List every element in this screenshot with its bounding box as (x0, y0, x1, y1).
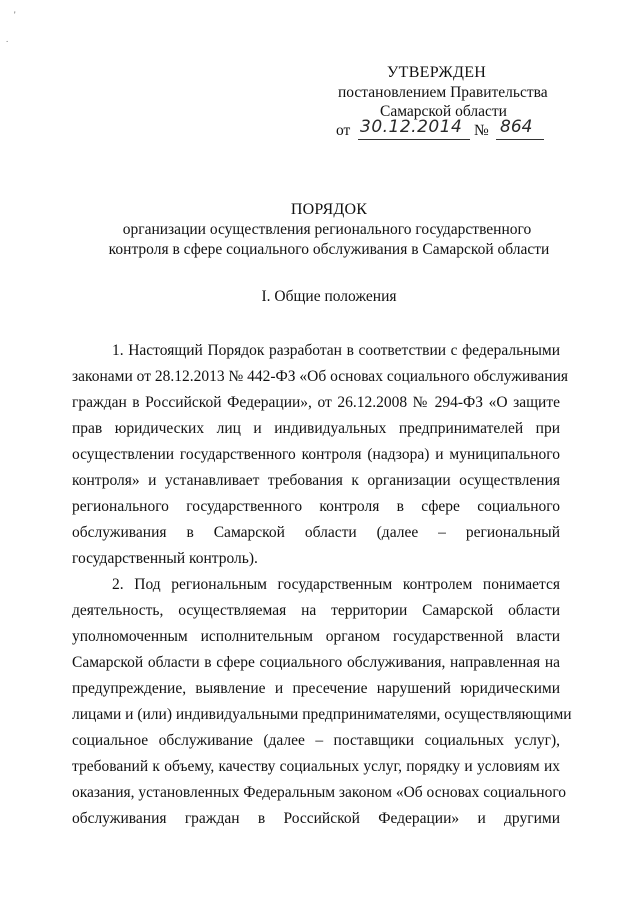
paragraph-line: контроля» и устанавливает требования к организации осуществления (72, 472, 560, 489)
document-title: ПОРЯДОК (290, 201, 368, 218)
paragraph-line: оказания, установленных Федеральным законом «Об основах социального (72, 784, 567, 801)
date-underline (358, 139, 470, 140)
margin-mark: . (6, 34, 9, 44)
paragraph-line: законами от 28.12.2013 № 442-ФЗ «Об основах социального обслуживания (72, 368, 569, 385)
paragraph-line: государственный контроль). (72, 550, 258, 567)
handwritten-number: 864 (500, 117, 533, 137)
paragraph-line: требований к объему, качеству социальных услуг, порядку и условиям их (72, 758, 560, 775)
paragraph-line: 1. Настоящий Порядок разработан в соответствии с федеральными (112, 342, 560, 359)
paragraph-line: обслуживания граждан в Российской Федерации» и другими (72, 810, 560, 827)
document-subtitle: организации осуществления регионального государственного (122, 221, 532, 238)
paragraph-line: прав юридических лиц и индивидуальных предпринимателей при (72, 420, 560, 437)
section-heading: I. Общие положения (261, 288, 397, 305)
paragraph-line: социальное обслуживание (далее – поставщики социальных услуг), (72, 732, 560, 749)
approval-title: УТВЕРЖДЕН (387, 64, 487, 81)
paragraph-line: предупреждение, выявление и пресечение нарушений юридическими (72, 680, 560, 697)
paragraph-line: 2. Под региональным государственным контролем понимается (112, 576, 560, 593)
paragraph-line: уполномоченным исполнительным органом государственной власти (72, 628, 560, 645)
paragraph-line: Самарской области в сфере социального обслуживания, направленная на (72, 654, 560, 671)
number-underline (496, 139, 544, 140)
paragraph-line: регионального государственного контроля в сфере социального (72, 498, 560, 515)
approval-line: Самарской области (380, 103, 507, 120)
paragraph-line: осуществлении государственного контроля (надзора) и муниципального (72, 446, 560, 463)
paragraph-line: деятельность, осуществляемая на территории Самарской области (72, 602, 560, 619)
paragraph-line: лицами и (или) индивидуальными предпринимателями, осуществляющими (72, 706, 572, 723)
document-subtitle: контроля в сфере социального обслуживания в Самарской области (108, 241, 550, 258)
margin-mark: ' (14, 10, 16, 20)
handwritten-date: 30.12.2014 (360, 117, 463, 137)
paragraph-line: граждан в Российской Федерации», от 26.12.2008 № 294-ФЗ «О защите (72, 394, 560, 411)
approval-line: постановлением Правительства (338, 84, 548, 101)
date-label: от (336, 122, 351, 139)
number-label: № (474, 122, 489, 139)
paragraph-line: обслуживания в Самарской области (далее – региональный (72, 524, 560, 541)
